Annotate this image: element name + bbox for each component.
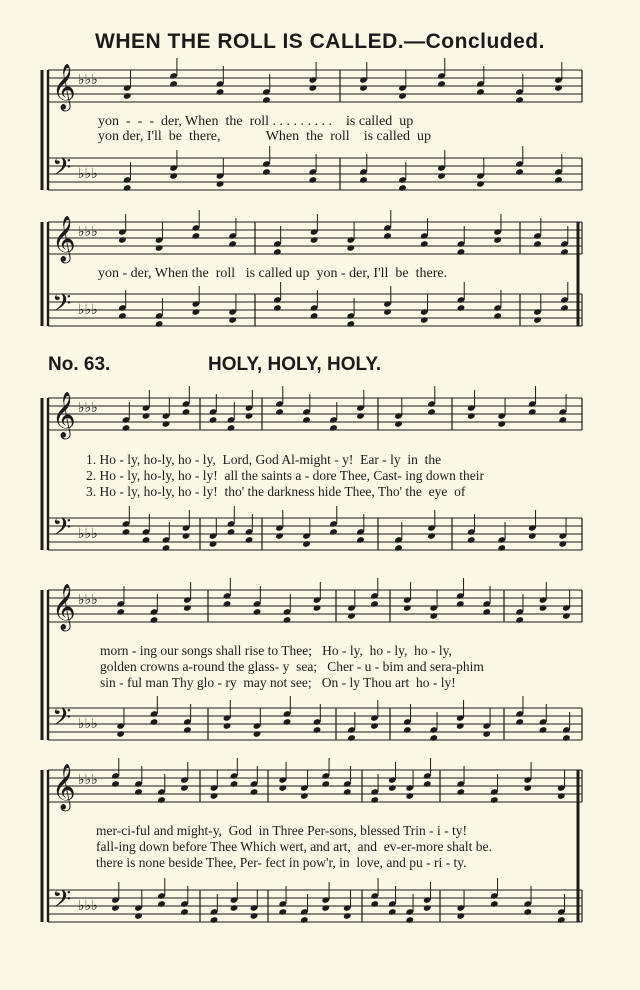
key-signature: ♭♭♭ [78, 225, 98, 240]
notehead [497, 544, 506, 552]
notehead [539, 726, 548, 734]
notehead [209, 540, 218, 548]
notehead [515, 616, 524, 624]
lyric-line: yon der, I'll be there, When the roll is called up [98, 129, 431, 144]
verse-line: fall-ing down before Thee Which wert, and art, and ev-er-more shalt be. [96, 839, 492, 854]
notehead [429, 612, 438, 620]
notehead [456, 912, 465, 920]
key-signature: ♭♭♭ [78, 773, 98, 788]
notehead [142, 412, 151, 420]
notehead [278, 908, 287, 916]
notehead [262, 96, 271, 104]
notehead [116, 608, 125, 616]
notehead [515, 718, 524, 726]
bass-clef: 𝄢 [52, 153, 72, 188]
notehead [313, 604, 322, 612]
notehead [388, 908, 397, 916]
notehead [347, 612, 356, 620]
notehead [300, 792, 309, 800]
notehead [262, 168, 271, 176]
verse-line: 2. Ho - ly, ho-ly, ho - ly! all the saints a - dore Thee, Cast- ing down their [86, 468, 485, 483]
key-signature: ♭♭♭ [78, 167, 98, 182]
notehead [533, 316, 542, 324]
verse-line: there is none beside Thee, Per- fect in pow'r, in love, and pu - ri - ty. [96, 855, 467, 870]
treble-clef: 𝄞 [52, 584, 76, 630]
notehead [250, 912, 259, 920]
treble-clef: 𝄞 [52, 392, 76, 438]
notehead [346, 244, 355, 252]
key-signature: ♭♭♭ [78, 527, 98, 542]
lyric-line: yon - der, When the roll is called up yon - der, I'll be there. [98, 266, 448, 281]
notehead [429, 734, 438, 742]
notehead [216, 88, 225, 96]
notehead [456, 722, 465, 730]
notehead [329, 528, 338, 536]
notehead [210, 792, 219, 800]
bass-clef: 𝄢 [52, 703, 72, 738]
notehead [528, 532, 537, 540]
notehead [122, 528, 131, 536]
treble-clef: 𝄞 [52, 64, 76, 110]
notehead [423, 780, 432, 788]
notehead [370, 722, 379, 730]
notehead [313, 726, 322, 734]
notehead [150, 616, 159, 624]
notehead [300, 916, 309, 924]
notehead [423, 904, 432, 912]
notehead [476, 88, 485, 96]
notehead [403, 604, 412, 612]
notehead [533, 240, 542, 248]
notehead [497, 420, 506, 428]
notehead [228, 240, 237, 248]
notehead [420, 240, 429, 248]
notehead [557, 792, 566, 800]
key-signature: ♭♭♭ [78, 593, 98, 608]
notehead [142, 536, 151, 544]
hymn-number: No. 63. [48, 354, 111, 375]
notehead [162, 544, 171, 552]
notehead [554, 176, 563, 184]
notehead [482, 608, 491, 616]
notehead [560, 304, 569, 312]
notehead [523, 908, 532, 916]
notehead [343, 912, 352, 920]
key-signature: ♭♭♭ [78, 717, 98, 732]
notehead [370, 600, 379, 608]
notehead [162, 420, 171, 428]
notehead [359, 84, 368, 92]
notehead [273, 304, 282, 312]
notehead [230, 904, 239, 912]
notehead [245, 412, 254, 420]
notehead [398, 92, 407, 100]
notehead [398, 184, 407, 192]
notehead [515, 96, 524, 104]
notehead [227, 528, 236, 536]
notehead [302, 540, 311, 548]
notehead [383, 232, 392, 240]
notehead [476, 180, 485, 188]
notehead [116, 730, 125, 738]
notehead [123, 184, 132, 192]
notehead [310, 236, 319, 244]
page-title: WHEN THE ROLL IS CALLED.—Concluded. [95, 30, 545, 53]
notehead [155, 244, 164, 252]
notehead [273, 248, 282, 256]
notehead [394, 420, 403, 428]
notehead [493, 236, 502, 244]
notehead [321, 904, 330, 912]
notehead [302, 416, 311, 424]
notehead [356, 536, 365, 544]
treble-clef: 𝄞 [52, 764, 76, 810]
notehead [457, 304, 466, 312]
notehead [558, 416, 567, 424]
notehead [427, 408, 436, 416]
notehead [456, 788, 465, 796]
notehead [180, 908, 189, 916]
notehead [283, 616, 292, 624]
notehead [227, 424, 236, 432]
notehead [467, 412, 476, 420]
notehead [427, 532, 436, 540]
notehead [562, 612, 571, 620]
notehead [209, 416, 218, 424]
notehead [557, 916, 566, 924]
notehead [228, 316, 237, 324]
notehead [343, 788, 352, 796]
notehead [183, 604, 192, 612]
notehead [210, 916, 219, 924]
notehead [223, 600, 232, 608]
notehead [321, 780, 330, 788]
hymn-title: HOLY, HOLY, HOLY. [208, 354, 382, 375]
notehead [394, 544, 403, 552]
notehead [118, 236, 127, 244]
notehead [405, 792, 414, 800]
notehead [253, 608, 262, 616]
notehead [493, 312, 502, 320]
notehead [539, 604, 548, 612]
key-signature: ♭♭♭ [78, 73, 98, 88]
notehead [370, 796, 379, 804]
notehead [308, 176, 317, 184]
notehead [528, 408, 537, 416]
notehead [183, 726, 192, 734]
notehead [310, 312, 319, 320]
notehead [150, 718, 159, 726]
notehead [388, 784, 397, 792]
notehead [359, 176, 368, 184]
notehead [356, 412, 365, 420]
verse-line: golden crowns a-round the glass- y sea; Cher - u - bim and sera-phim [100, 659, 484, 674]
notehead [347, 734, 356, 742]
notehead [383, 308, 392, 316]
key-signature: ♭♭♭ [78, 303, 98, 318]
notehead [405, 916, 414, 924]
notehead [180, 784, 189, 792]
treble-clef: 𝄞 [52, 216, 76, 262]
notehead [329, 424, 338, 432]
notehead [111, 780, 120, 788]
notehead [111, 904, 120, 912]
notehead [403, 726, 412, 734]
notehead [216, 180, 225, 188]
lyric-line: yon - - - der, When the roll . . . . . . . . . is called up [98, 114, 414, 129]
notehead [192, 232, 201, 240]
notehead [482, 730, 491, 738]
key-signature: ♭♭♭ [78, 899, 98, 914]
notehead [558, 540, 567, 548]
notehead [118, 312, 127, 320]
verse-line: 3. Ho - ly, ho-ly, ho - ly! tho' the darkness hide Thee, Tho' the eye of [86, 484, 466, 499]
notehead [169, 172, 178, 180]
notehead [283, 718, 292, 726]
notehead [437, 80, 446, 88]
notehead [245, 536, 254, 544]
verse-line: morn - ing our songs shall rise to Thee; Ho - ly, ho - ly, ho - ly, [100, 643, 452, 658]
notehead [155, 320, 164, 328]
notehead [278, 784, 287, 792]
notehead [490, 796, 499, 804]
notehead [562, 734, 571, 742]
notehead [157, 796, 166, 804]
notehead [523, 784, 532, 792]
notehead [192, 308, 201, 316]
notehead [437, 172, 446, 180]
notehead [123, 92, 132, 100]
notehead [250, 788, 259, 796]
verse-line: sin - ful man Thy glo - ry may not see; On - ly Thou art ho - ly! [100, 675, 456, 690]
notehead [554, 84, 563, 92]
notehead [134, 912, 143, 920]
notehead [560, 248, 569, 256]
notehead [169, 80, 178, 88]
notehead [467, 536, 476, 544]
notehead [456, 600, 465, 608]
notehead [157, 900, 166, 908]
bass-clef: 𝄢 [52, 885, 72, 920]
bass-clef: 𝄢 [52, 289, 72, 324]
notehead [122, 424, 131, 432]
notehead [346, 320, 355, 328]
key-signature: ♭♭♭ [78, 401, 98, 416]
notehead [134, 788, 143, 796]
bass-clef: 𝄢 [52, 513, 72, 548]
notehead [182, 408, 191, 416]
notehead [457, 248, 466, 256]
notehead [223, 722, 232, 730]
verse-line: 1. Ho - ly, ho-ly, ho - ly, Lord, God Al-might - y! Ear - ly in the [86, 452, 442, 467]
notehead [370, 900, 379, 908]
notehead [490, 900, 499, 908]
notehead [275, 532, 284, 540]
verse-line: mer-ci-ful and might-y, God in Three Per-sons, blessed Trin - i - ty! [96, 823, 468, 838]
notehead [420, 316, 429, 324]
notehead [308, 84, 317, 92]
notehead [230, 780, 239, 788]
notehead [253, 730, 262, 738]
notehead [275, 408, 284, 416]
notehead [515, 168, 524, 176]
notehead [182, 532, 191, 540]
